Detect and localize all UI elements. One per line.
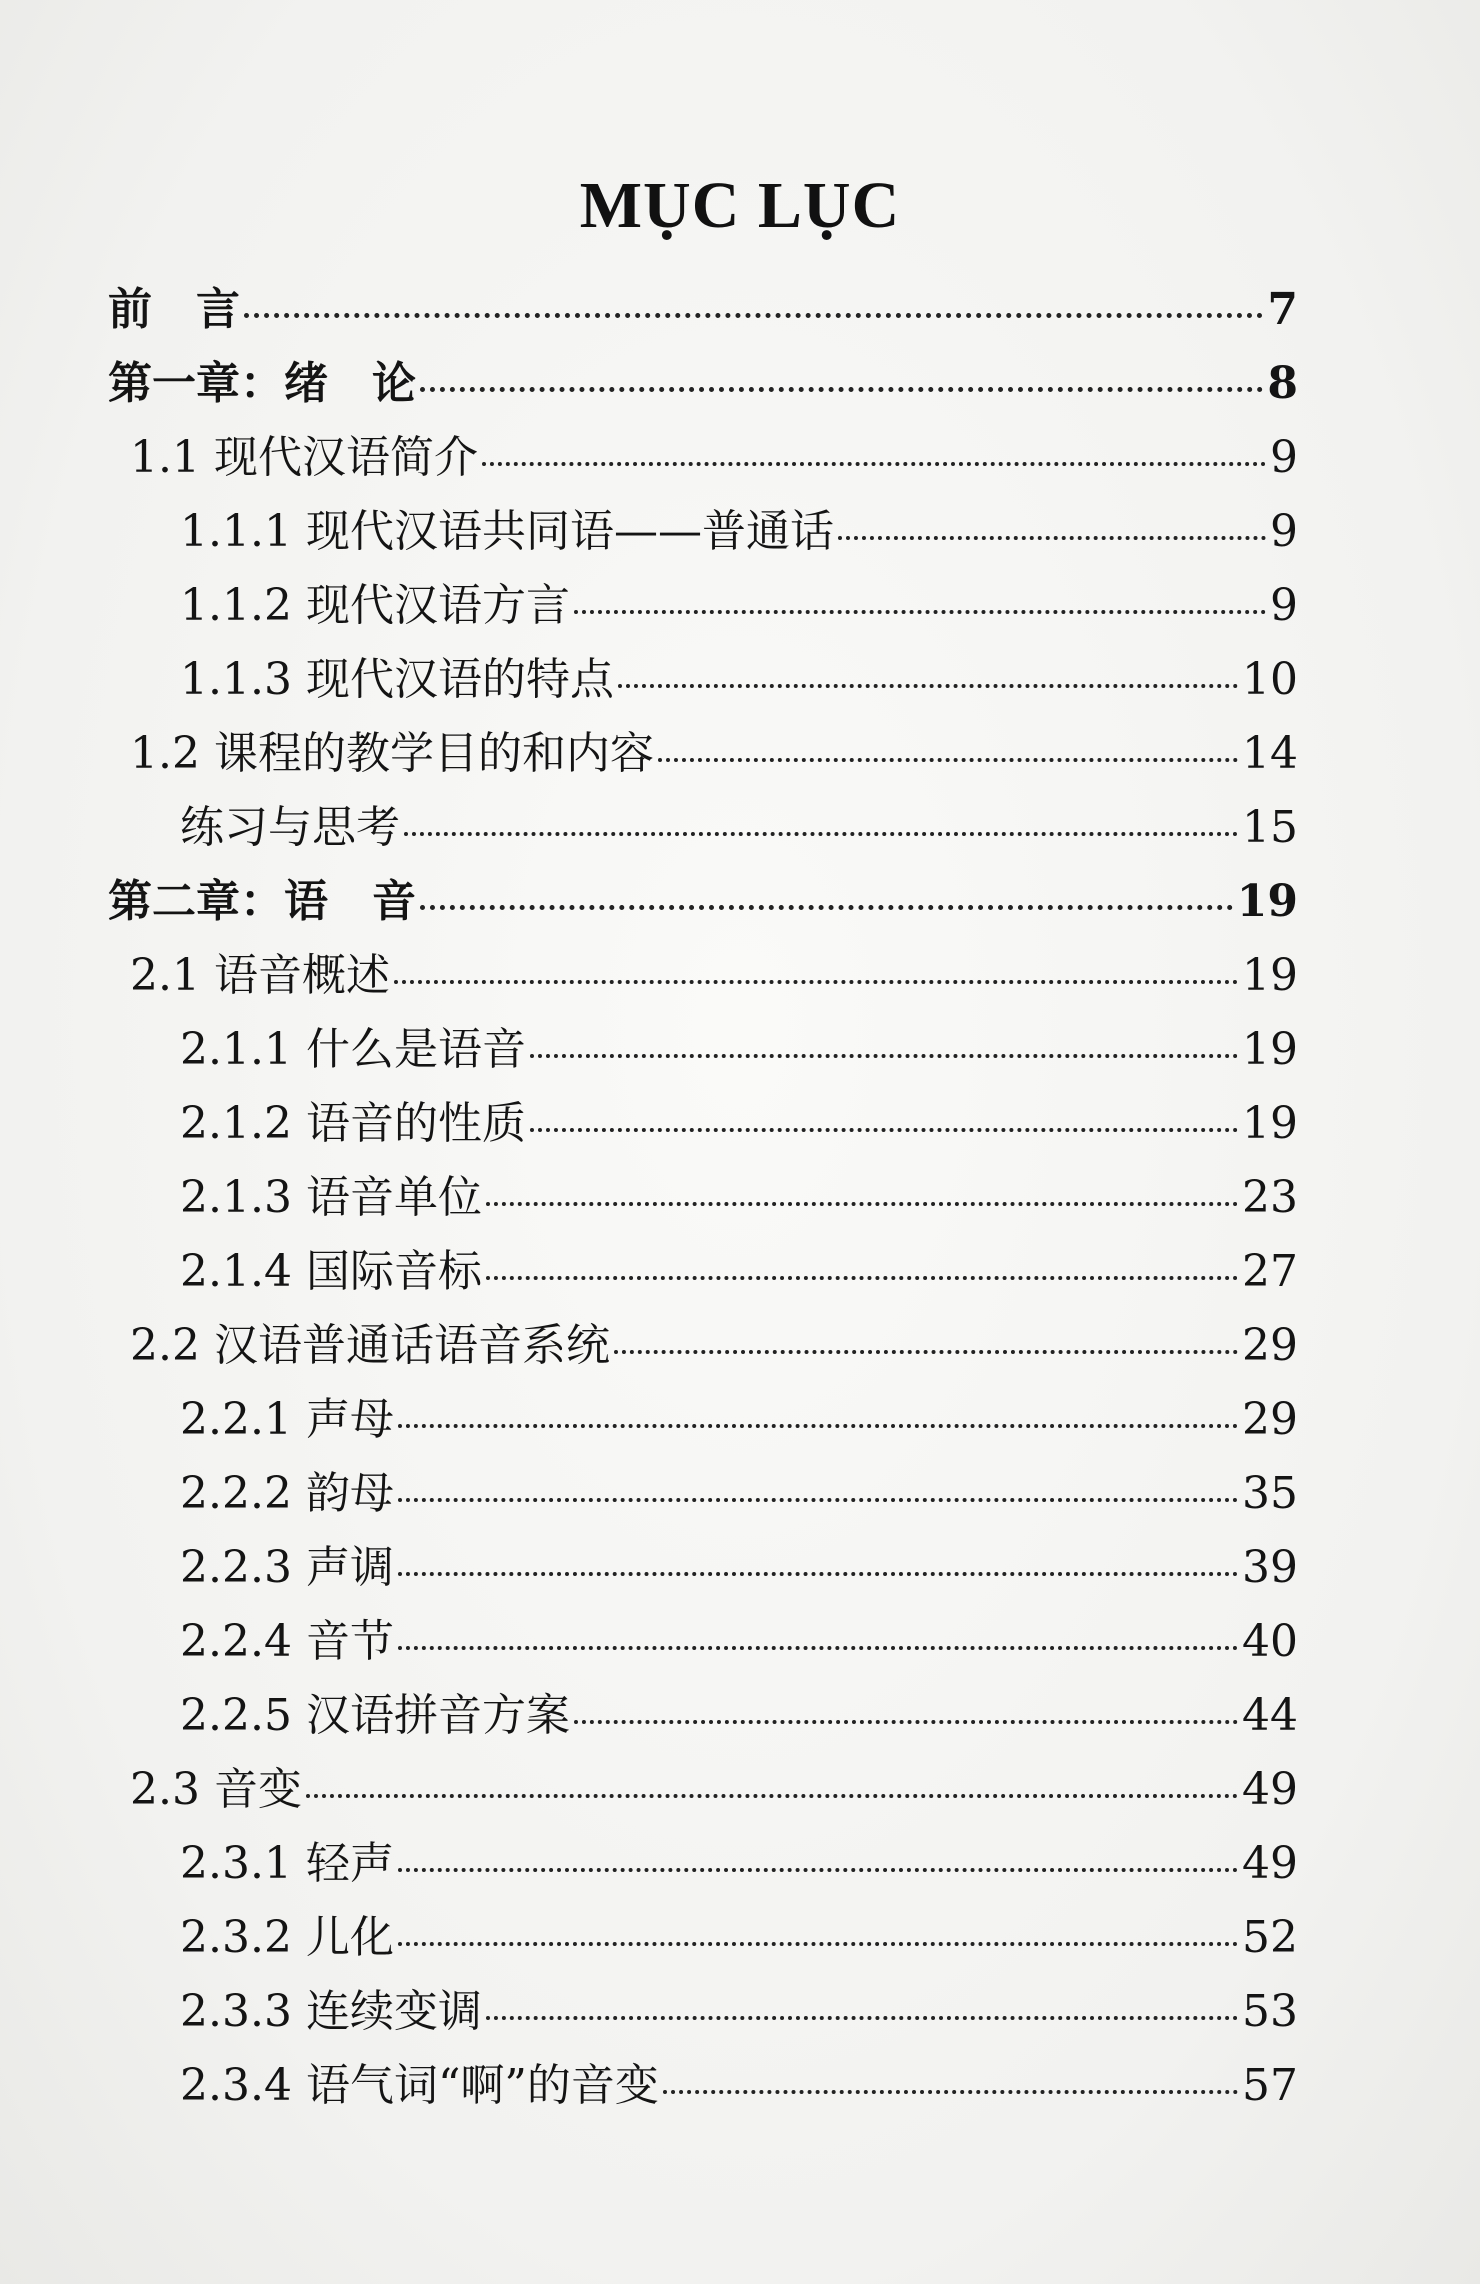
toc-subsection-entry xyxy=(180,1612,1298,1672)
dot-leader xyxy=(306,1794,1238,1798)
toc-subsection-entry xyxy=(180,1168,1298,1228)
toc-entry-page-number: 29 xyxy=(1242,1320,1298,1371)
toc-entry-page-number: 23 xyxy=(1242,1172,1298,1223)
toc-chapter-entry xyxy=(108,872,1298,932)
toc-entry-label: 1.1.3 现代汉语的特点 xyxy=(180,654,614,705)
dot-leader xyxy=(398,1498,1238,1502)
toc-entry-page-number: 8 xyxy=(1267,358,1298,409)
toc-subsection-entry xyxy=(180,1464,1298,1524)
toc-chapter-entry xyxy=(108,280,1298,340)
toc-entry-page-number: 19 xyxy=(1242,1024,1298,1075)
toc-subsection-entry xyxy=(180,1834,1298,1894)
toc-entry-page-number: 19 xyxy=(1236,876,1298,927)
toc-entry-label: 前 言 xyxy=(108,284,240,335)
toc-entry-label: 练习与思考 xyxy=(180,802,400,853)
toc-section-entry xyxy=(130,1316,1298,1376)
toc-entry-page-number: 44 xyxy=(1242,1690,1298,1741)
toc-entry-page-number: 52 xyxy=(1242,1912,1298,1963)
dot-leader xyxy=(663,2090,1238,2094)
page-title: MỤC LỤC xyxy=(579,169,901,242)
toc-entry-label: 1.1 现代汉语简介 xyxy=(130,432,478,483)
toc-chapter-entry xyxy=(108,354,1298,414)
toc-subsection-entry xyxy=(180,1094,1298,1154)
toc-entry-label: 2.2.1 声母 xyxy=(180,1394,394,1445)
dot-leader xyxy=(404,832,1238,836)
toc-entry-page-number: 27 xyxy=(1242,1246,1298,1297)
dot-leader xyxy=(398,1424,1238,1428)
toc-entry-label: 第一章：绪 论 xyxy=(108,358,416,409)
toc-subsection-entry xyxy=(180,1908,1298,1968)
toc-entry-page-number: 19 xyxy=(1242,950,1298,1001)
dot-leader xyxy=(614,1350,1238,1354)
toc-entry-label: 1.2 课程的教学目的和内容 xyxy=(130,728,654,779)
toc-entry-label: 2.2.4 音节 xyxy=(180,1616,394,1667)
dot-leader xyxy=(486,1202,1238,1206)
toc-entry-page-number: 9 xyxy=(1270,580,1298,631)
dot-leader xyxy=(482,462,1266,466)
toc-subsection-entry xyxy=(180,1242,1298,1302)
toc-subsection-entry xyxy=(180,1686,1298,1746)
dot-leader xyxy=(244,313,1263,318)
toc-entry-label: 2.3.3 连续变调 xyxy=(180,1986,482,2037)
toc-entry-label: 2.2 汉语普通话语音系统 xyxy=(130,1320,610,1371)
toc-entry-label: 第二章：语 音 xyxy=(108,876,416,927)
toc-section-entry xyxy=(130,946,1298,1006)
dot-leader xyxy=(658,758,1238,762)
toc-subsection-entry xyxy=(180,502,1298,562)
toc-subsection-entry xyxy=(180,2056,1298,2116)
toc-entry-page-number: 39 xyxy=(1242,1542,1298,1593)
toc-subsection-entry xyxy=(180,576,1298,636)
dot-leader xyxy=(486,2016,1238,2020)
dot-leader xyxy=(574,1720,1238,1724)
toc-entry-label: 2.2.3 声调 xyxy=(180,1542,394,1593)
dot-leader xyxy=(420,905,1233,910)
toc-subsection-entry xyxy=(180,1538,1298,1598)
toc-subsection-entry xyxy=(180,650,1298,710)
toc-section-entry xyxy=(130,724,1298,784)
dot-leader xyxy=(398,1646,1238,1650)
toc-subsection-entry xyxy=(180,798,1298,858)
toc-subsection-entry xyxy=(180,1982,1298,2042)
toc-entry-page-number: 57 xyxy=(1242,2060,1298,2111)
toc-entry-label: 2.2.5 汉语拼音方案 xyxy=(180,1690,570,1741)
toc-entry-page-number: 49 xyxy=(1242,1764,1298,1815)
toc-entry-label: 2.1 语音概述 xyxy=(130,950,390,1001)
dot-leader xyxy=(838,536,1266,540)
dot-leader xyxy=(398,1868,1238,1872)
toc-entry-page-number: 10 xyxy=(1242,654,1298,705)
toc-section-entry xyxy=(130,428,1298,488)
toc-entry-page-number: 7 xyxy=(1267,284,1298,335)
toc-entry-page-number: 14 xyxy=(1242,728,1298,779)
toc-entry-label: 2.3 音变 xyxy=(130,1764,302,1815)
dot-leader xyxy=(618,684,1238,688)
dot-leader xyxy=(574,610,1266,614)
toc-entry-label: 2.1.4 国际音标 xyxy=(180,1246,482,1297)
toc-entry-page-number: 9 xyxy=(1270,432,1298,483)
toc-entry-page-number: 40 xyxy=(1242,1616,1298,1667)
toc-entry-label: 2.3.1 轻声 xyxy=(180,1838,394,1889)
dot-leader xyxy=(398,1942,1238,1946)
toc-entry-label: 2.2.2 韵母 xyxy=(180,1468,394,1519)
toc-section-entry xyxy=(130,1760,1298,1820)
toc-entry-label: 2.1.1 什么是语音 xyxy=(180,1024,526,1075)
toc-entry-page-number: 49 xyxy=(1242,1838,1298,1889)
dot-leader xyxy=(398,1572,1238,1576)
toc-entry-page-number: 35 xyxy=(1242,1468,1298,1519)
dot-leader xyxy=(530,1128,1238,1132)
toc-entry-label: 1.1.2 现代汉语方言 xyxy=(180,580,570,631)
toc-subsection-entry xyxy=(180,1020,1298,1080)
toc-subsection-entry xyxy=(180,1390,1298,1450)
toc-entry-label: 2.1.3 语音单位 xyxy=(180,1172,482,1223)
toc-entry-page-number: 29 xyxy=(1242,1394,1298,1445)
dot-leader xyxy=(394,980,1238,984)
dot-leader xyxy=(530,1054,1238,1058)
toc-entry-page-number: 19 xyxy=(1242,1098,1298,1149)
toc-entry-label: 1.1.1 现代汉语共同语——普通话 xyxy=(180,506,834,557)
toc-entry-page-number: 9 xyxy=(1270,506,1298,557)
toc-entry-page-number: 53 xyxy=(1242,1986,1298,2037)
toc-entry-page-number: 15 xyxy=(1242,802,1298,853)
toc-entry-label: 2.1.2 语音的性质 xyxy=(180,1098,526,1149)
dot-leader xyxy=(420,387,1263,392)
toc-entry-label: 2.3.4 语气词“啊”的音变 xyxy=(180,2060,659,2111)
dot-leader xyxy=(486,1276,1238,1280)
toc-entry-label: 2.3.2 儿化 xyxy=(180,1912,394,1963)
